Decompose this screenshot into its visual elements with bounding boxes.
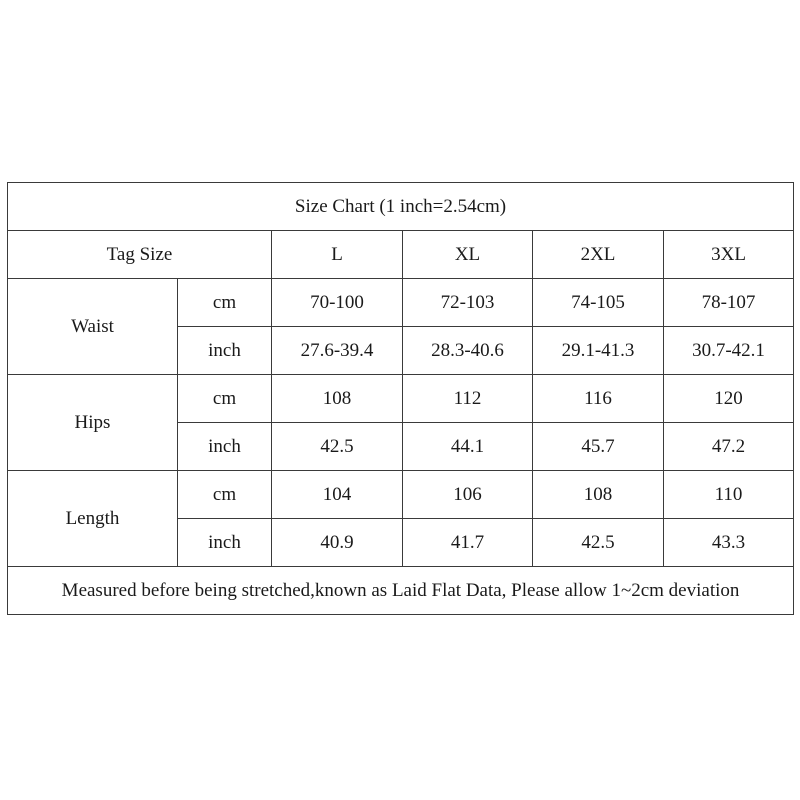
- unit-label: cm: [178, 471, 272, 519]
- measure-label-length: Length: [8, 471, 178, 567]
- header-row: [8, 231, 794, 279]
- table-cell: 70-100: [272, 279, 403, 327]
- table-row: [8, 375, 794, 423]
- table-cell: 42.5: [533, 519, 664, 567]
- tag-size-label: Tag Size: [8, 231, 272, 279]
- size-header-l: L: [272, 231, 403, 279]
- table-cell: 108: [272, 375, 403, 423]
- size-header-3xl: 3XL: [664, 231, 794, 279]
- table-cell: 28.3-40.6: [403, 327, 533, 375]
- unit-label: cm: [178, 375, 272, 423]
- size-header-xl: XL: [403, 231, 533, 279]
- unit-label: cm: [178, 279, 272, 327]
- unit-label: inch: [178, 423, 272, 471]
- table-cell: 44.1: [403, 423, 533, 471]
- table-cell: 112: [403, 375, 533, 423]
- table-cell: 43.3: [664, 519, 794, 567]
- table-cell: 104: [272, 471, 403, 519]
- measurement-note: Measured before being stretched,known as Laid Flat Data, Please allow 1~2cm deviation: [8, 567, 794, 615]
- table-cell: 40.9: [272, 519, 403, 567]
- table-cell: 120: [664, 375, 794, 423]
- table-row: [8, 471, 794, 519]
- table-cell: 110: [664, 471, 794, 519]
- size-header-2xl: 2XL: [533, 231, 664, 279]
- table-cell: 108: [533, 471, 664, 519]
- table-cell: 45.7: [533, 423, 664, 471]
- chart-title: Size Chart (1 inch=2.54cm): [8, 183, 794, 231]
- table-cell: 42.5: [272, 423, 403, 471]
- unit-label: inch: [178, 327, 272, 375]
- table-cell: 116: [533, 375, 664, 423]
- size-chart-table: [7, 182, 794, 615]
- table-cell: 27.6-39.4: [272, 327, 403, 375]
- unit-label: inch: [178, 519, 272, 567]
- note-row: [8, 567, 794, 615]
- table-cell: 106: [403, 471, 533, 519]
- measure-label-hips: Hips: [8, 375, 178, 471]
- table-cell: 74-105: [533, 279, 664, 327]
- title-row: [8, 183, 794, 231]
- table-cell: 29.1-41.3: [533, 327, 664, 375]
- table-cell: 47.2: [664, 423, 794, 471]
- table-cell: 30.7-42.1: [664, 327, 794, 375]
- measure-label-waist: Waist: [8, 279, 178, 375]
- table-cell: 72-103: [403, 279, 533, 327]
- table-cell: 78-107: [664, 279, 794, 327]
- table-row: [8, 279, 794, 327]
- table-cell: 41.7: [403, 519, 533, 567]
